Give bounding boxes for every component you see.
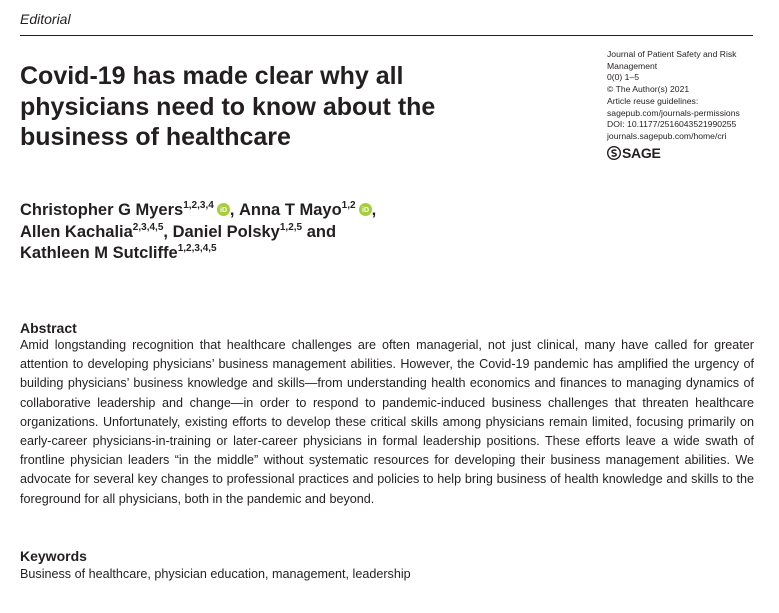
author-separator: ,	[229, 201, 239, 219]
doi[interactable]: DOI: 10.1177/2516043521990255	[607, 119, 737, 130]
sage-logo-text: SAGE	[622, 144, 661, 161]
author-affiliations: 1,2	[341, 200, 356, 211]
author-name: Anna T Mayo	[238, 201, 342, 219]
orcid-icon[interactable]	[359, 203, 372, 216]
journal-home-link[interactable]: journals.sagepub.com/home/cri	[607, 130, 727, 141]
abstract-text: Amid longstanding recognition that healthcare challenges are often managerial, not just clinical, many have called for greater attention to developing physicians’ business management abilities. However, the Covid-19 pandemic has amplified the urgency of building physicians’ business knowledge and skills—from understanding health economics and finances to managing dynamics of collaborative leadership and change—in order to respond to pandemic-induced business challenges that threaten healthcare organizations. Unfortunately, existing efforts to develop these critical skills among physicians remain limited, focusing primarily on early-career physicians-in-training or later-career physicians in formal leadership positions. These efforts leave a wide swath of frontline physician leaders “in the middle” without systematic resources for developing their business management abilities. We advocate for several key changes to professional practices and policies to help bring business of health knowledge and skills to the foreground for all physicians, both in the pandemic and beyond.	[20, 338, 754, 506]
keywords-heading: Keywords	[20, 548, 87, 564]
journal-name-line1: Journal of Patient Safety and Risk	[607, 49, 737, 59]
abstract-heading: Abstract	[20, 320, 77, 336]
author-affiliations: 1,2,3,4,5	[177, 243, 217, 254]
author-affiliations: 1,2,5	[279, 221, 303, 233]
author-name: Allen Kachalia	[20, 222, 133, 241]
author-entry	[20, 223, 173, 241]
article-title: Covid-19 has made clear why all physicians need to know about the business of healthcare	[20, 62, 436, 151]
svg-text:iD: iD	[219, 207, 227, 215]
author-affiliations: 2,3,4,5	[132, 221, 164, 233]
author-separator: and	[302, 222, 337, 241]
author-entry	[239, 201, 376, 219]
section-label: Editorial	[20, 11, 71, 27]
reuse-label: Article reuse guidelines:	[607, 95, 699, 106]
sage-mark-icon	[607, 146, 621, 160]
sage-logo	[607, 146, 777, 161]
keywords-text: Business of healthcare, physician education, management, leadership	[20, 567, 411, 581]
author-separator: ,	[163, 222, 173, 241]
journal-issue: 0(0) 1–5	[607, 72, 640, 83]
svg-text:iD: iD	[361, 207, 369, 215]
journal-name-line2: Management	[607, 60, 658, 71]
author-entry	[20, 244, 217, 262]
journal-meta	[607, 49, 777, 161]
reuse-link[interactable]: sagepub.com/journals-permissions	[607, 107, 740, 118]
copyright: © The Author(s) 2021	[607, 84, 690, 95]
author-affiliations: 1,2,3,4	[183, 200, 214, 211]
orcid-icon[interactable]	[217, 203, 230, 216]
author-name: Daniel Polsky	[172, 222, 280, 241]
author-entry	[173, 223, 336, 241]
author-name: Kathleen M Sutcliffe	[20, 244, 178, 262]
author-name: Christopher G Myers	[20, 201, 184, 219]
author-separator: ,	[371, 201, 377, 219]
author-entry	[20, 201, 239, 219]
header-rule	[20, 35, 753, 36]
author-list	[20, 200, 460, 265]
